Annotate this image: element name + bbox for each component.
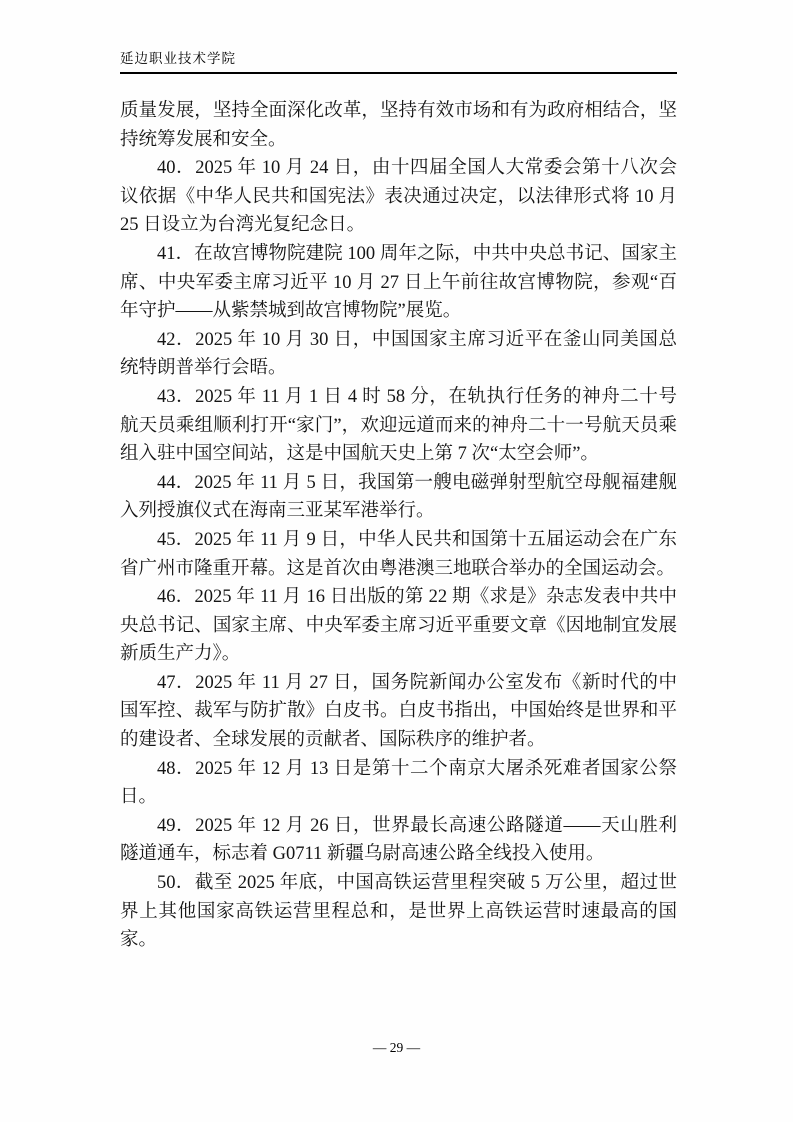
- paragraph-item-46: 46．2025 年 11 月 16 日出版的第 22 期《求是》杂志发表中共中央总书记、国家主席、中央军委主席习近平重要文章《因地制宜发展新质生产力》。: [120, 587, 677, 665]
- page-footer: [0, 1040, 793, 1056]
- header-school-name: 延边职业技术学院: [120, 51, 236, 66]
- paragraph-continuation: 质量发展，坚持全面深化改革，坚持有效市场和有为政府相结合，坚持统筹发展和安全。: [120, 101, 677, 150]
- paragraph-item-50: 50．截至 2025 年底，中国高铁运营里程突破 5 万公里，超过世界上其他国家高铁运营里程总和，是世界上高铁运营时速最高的国家。: [120, 873, 677, 951]
- document-body: [120, 97, 677, 955]
- paragraph-item-42: 42．2025 年 10 月 30 日，中国国家主席习近平在釜山同美国总统特朗普举行会晤。: [120, 329, 677, 379]
- paragraph-item-47: 47．2025 年 11 月 27 日，国务院新闻办公室发布《新时代的中国军控、裁军与防扩散》白皮书。白皮书指出，中国始终是世界和平的建设者、全球发展的贡献者、国际秩序的维护者。: [120, 672, 677, 751]
- paragraph-item-49: 49．2025 年 12 月 26 日，世界最长高速公路隧道——天山胜利隧道通车，标志着 G0711 新疆乌尉高速公路全线投入使用。: [120, 815, 677, 865]
- paragraph-item-44: 44．2025 年 11 月 5 日，我国第一艘电磁弹射型航空母舰福建舰入列授旗仪式在海南三亚某军港举行。: [120, 472, 677, 522]
- paragraph-item-45: 45．2025 年 11 月 9 日，中华人民共和国第十五届运动会在广东省广州市隆重开幕。这是首次由粤港澳三地联合举办的全国运动会。: [120, 529, 677, 579]
- paragraph-item-43: 43．2025 年 11 月 1 日 4 时 58 分，在轨执行任务的神舟二十号航天员乘组顺利打开“家门”，欢迎远道而来的神舟二十一号航天员乘组入驻中国空间站，这是中国航天史上第 7 次“太空会师”。: [120, 386, 677, 465]
- paragraph-item-40: 40．2025 年 10 月 24 日，由十四届全国人大常委会第十八次会议依据《中华人民共和国宪法》表决通过决定，以法律形式将 10 月 25 日设立为台湾光复纪念日。: [120, 158, 677, 236]
- page-header: [120, 50, 677, 74]
- paragraph-item-48: 48．2025 年 12 月 13 日是第十二个南京大屠杀死难者国家公祭日。: [120, 758, 677, 808]
- page-number: — 29 —: [372, 1040, 421, 1055]
- paragraph-item-41: 41．在故宫博物院建院 100 周年之际，中共中央总书记、国家主席、中央军委主席习近平 10 月 27 日上午前往故宫博物院，参观“百年守护——从紫禁城到故宫博物院”展览。: [120, 243, 677, 322]
